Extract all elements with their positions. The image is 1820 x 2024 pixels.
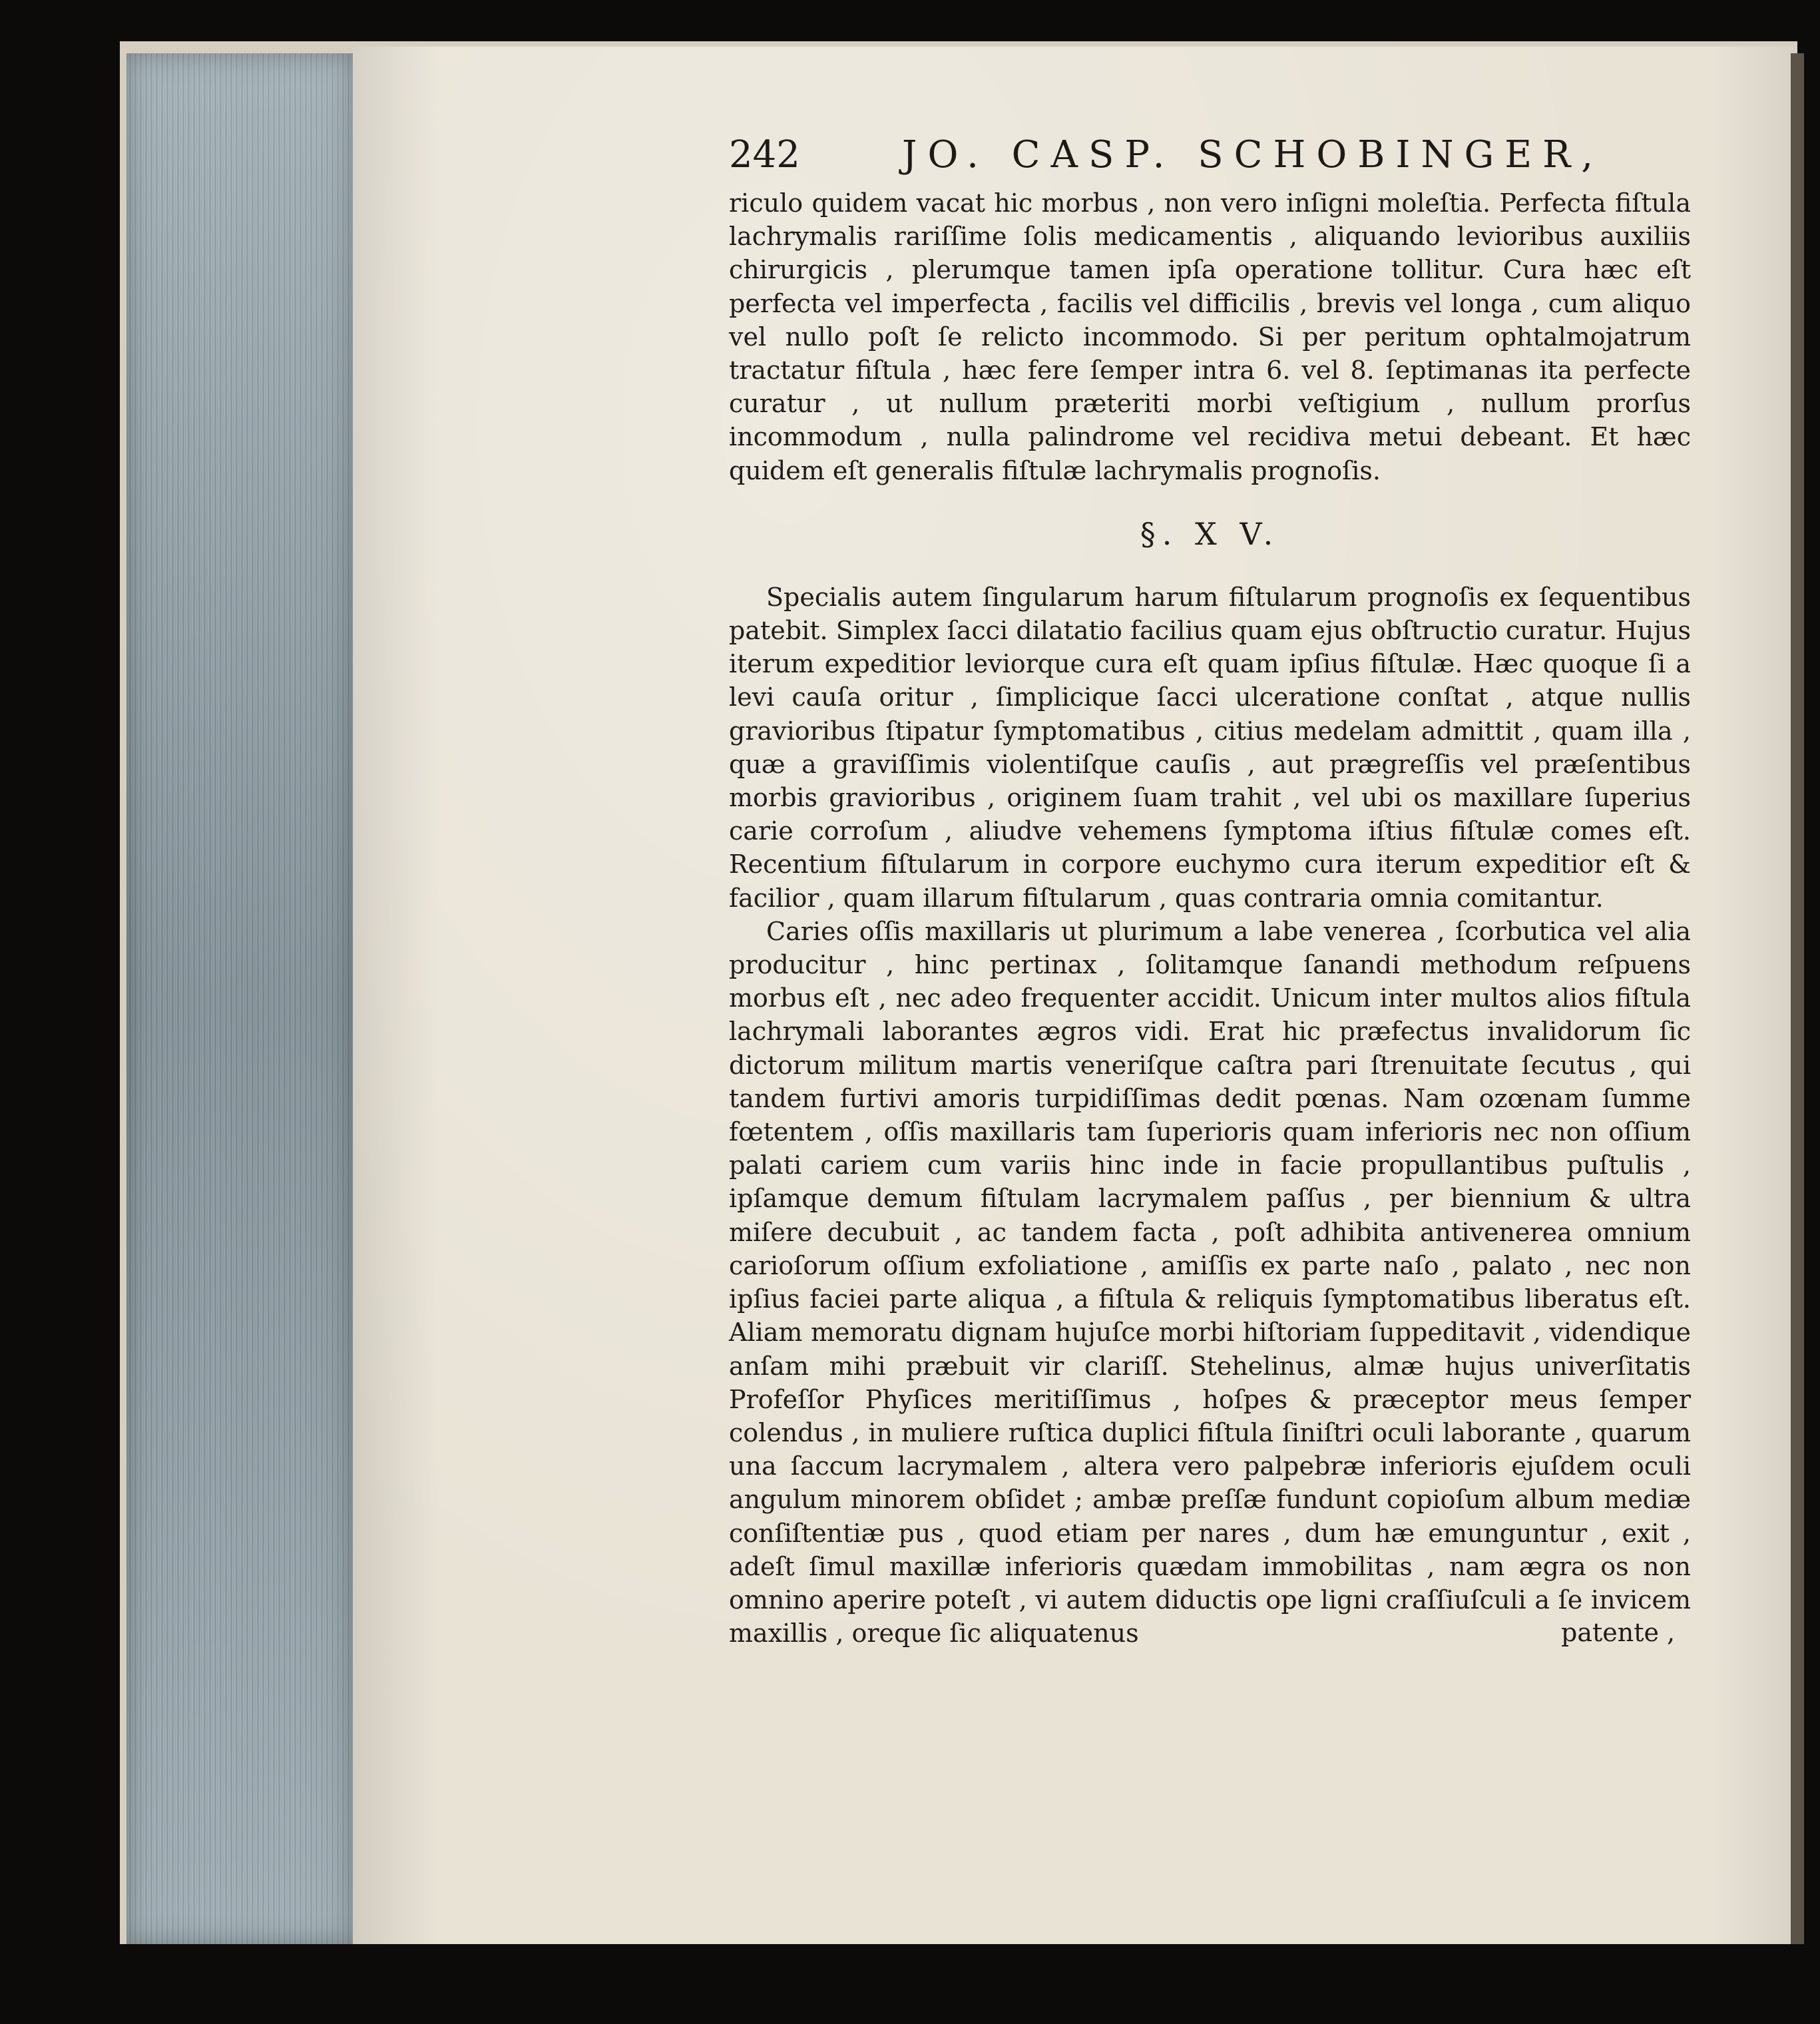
paragraph-3: Caries oſſis maxillaris ut plurimum a labe venerea , ſcorbutica vel alia producitur , hinc pertinax , ſolitamque ſanandi methodum reſpuens morbus eſt , nec adeo frequenter accidit. Unicum inter multos alios fiſtula lachrymali laborantes ægros vidi. Erat hic præfectus invalidorum ſic dictorum militum martis veneriſque caſtra pari ſtrenuitate ſecutus , qui tandem furtivi amoris turpidiſſimas dedit pœnas. Nam ozœnam ſumme fœtentem , oſſis maxillaris tam ſuperioris quam inferioris nec non oſſium palati cariem cum variis hinc inde in facie propullantibus puſtulis , ipſamque demum fiſtulam lacrymalem paſſus , per biennium & ultra miſere decubuit , ac tandem facta , poſt adhibita antivenerea omnium carioſorum oſſium exfoliatione , amiſſis ex parte naſo , palato , nec non ipſius faciei parte aliqua , a fiſtula & reliquis ſymptomatibus liberatus eſt. Aliam memoratu dignam hujuſce morbi hiſtoriam ſuppeditavit , videndique anſam mihi præbuit vir clariſſ. Stehelinus, almæ hujus univerſitatis Profeſſor Phyſices meritiſſimus , hoſpes & præceptor meus ſemper colendus , in muliere ruſtica duplici fiſtula ſiniſtri oculi laborante , quarum una ſaccum lacrymalem , altera vero palpebræ inferioris ejuſdem oculi angulum minorem obſidet ; ambæ preſſæ fundunt copioſum album mediæ conſiſtentiæ pus , quod etiam per nares , dum hæ emunguntur , exit , adeſt ſimul maxillæ inferioris quædam immobilitas , nam ægra os non omnino aperire poteſt , vi autem diductis ope ligni craſſiuſculi a ſe invicem maxillis , oreque ſic aliquatenus xyxy=(729,916,1691,1648)
page-number: 242 xyxy=(729,133,800,176)
book-right-edge xyxy=(1791,53,1804,1944)
catchword: patente , xyxy=(1561,1618,1676,1647)
section-heading: §. X V. xyxy=(1140,515,1280,552)
paragraph-1: riculo quidem vacat hic morbus , non vero inſigni moleſtia. Perfecta fiſtula lachrymalis rariſſime ſolis medicamentis , aliquando levioribus auxiliis chirurgicis , plerumque tamen ipſa operatione tollitur. Cura hæc eſt perfecta vel imperfecta , facilis vel difficilis , brevis vel longa , cum aliquo vel nullo poſt ſe relicto incommodo. Si per peritum ophtalmojatrum tractatur fiſtula , hæc fere ſemper intra 6. vel 8. ſeptimanas ita perfecte curatur , ut nullum præteriti morbi veſtigium , nullum prorſus incommodum , nulla palindrome vel recidiva metui debeant. Et hæc quidem eſt generalis fiſtulæ lachrymalis prognoſis. xyxy=(729,188,1691,485)
running-head: JO. CASP. SCHOBINGER, xyxy=(902,133,1604,176)
paragraph-2: Specialis autem ſingularum harum fiſtularum prognoſis ex ſequentibus patebit. Simplex ſacci dilatatio facilius quam ejus obſtructio curatur. Hujus iterum expeditior leviorque cura eſt quam ipſius fiſtulæ. Hæc quoque ſi a levi cauſa oritur , ſimplicique ſacci ulceratione conſtat , atque nullis gravioribus ſtipatur ſymptomatibus , citius medelam admittit , quam illa , quæ a graviſſimis violentiſque cauſis , aut prægreſſis vel præſentibus morbis gravioribus , originem ſuam trahit , vel ubi os maxillare ſuperius carie corroſum , aliudve vehemens ſymptoma iſtius fiſtulæ comes eſt. Recentium fiſtularum in corpore euchymo cura iterum expeditior eſt & facilior , quam illarum fiſtularum , quas contraria omnia comitantur. xyxy=(729,582,1691,913)
page-header xyxy=(729,133,1694,186)
body-text xyxy=(729,186,1691,1650)
book-page-edges xyxy=(126,53,357,1944)
